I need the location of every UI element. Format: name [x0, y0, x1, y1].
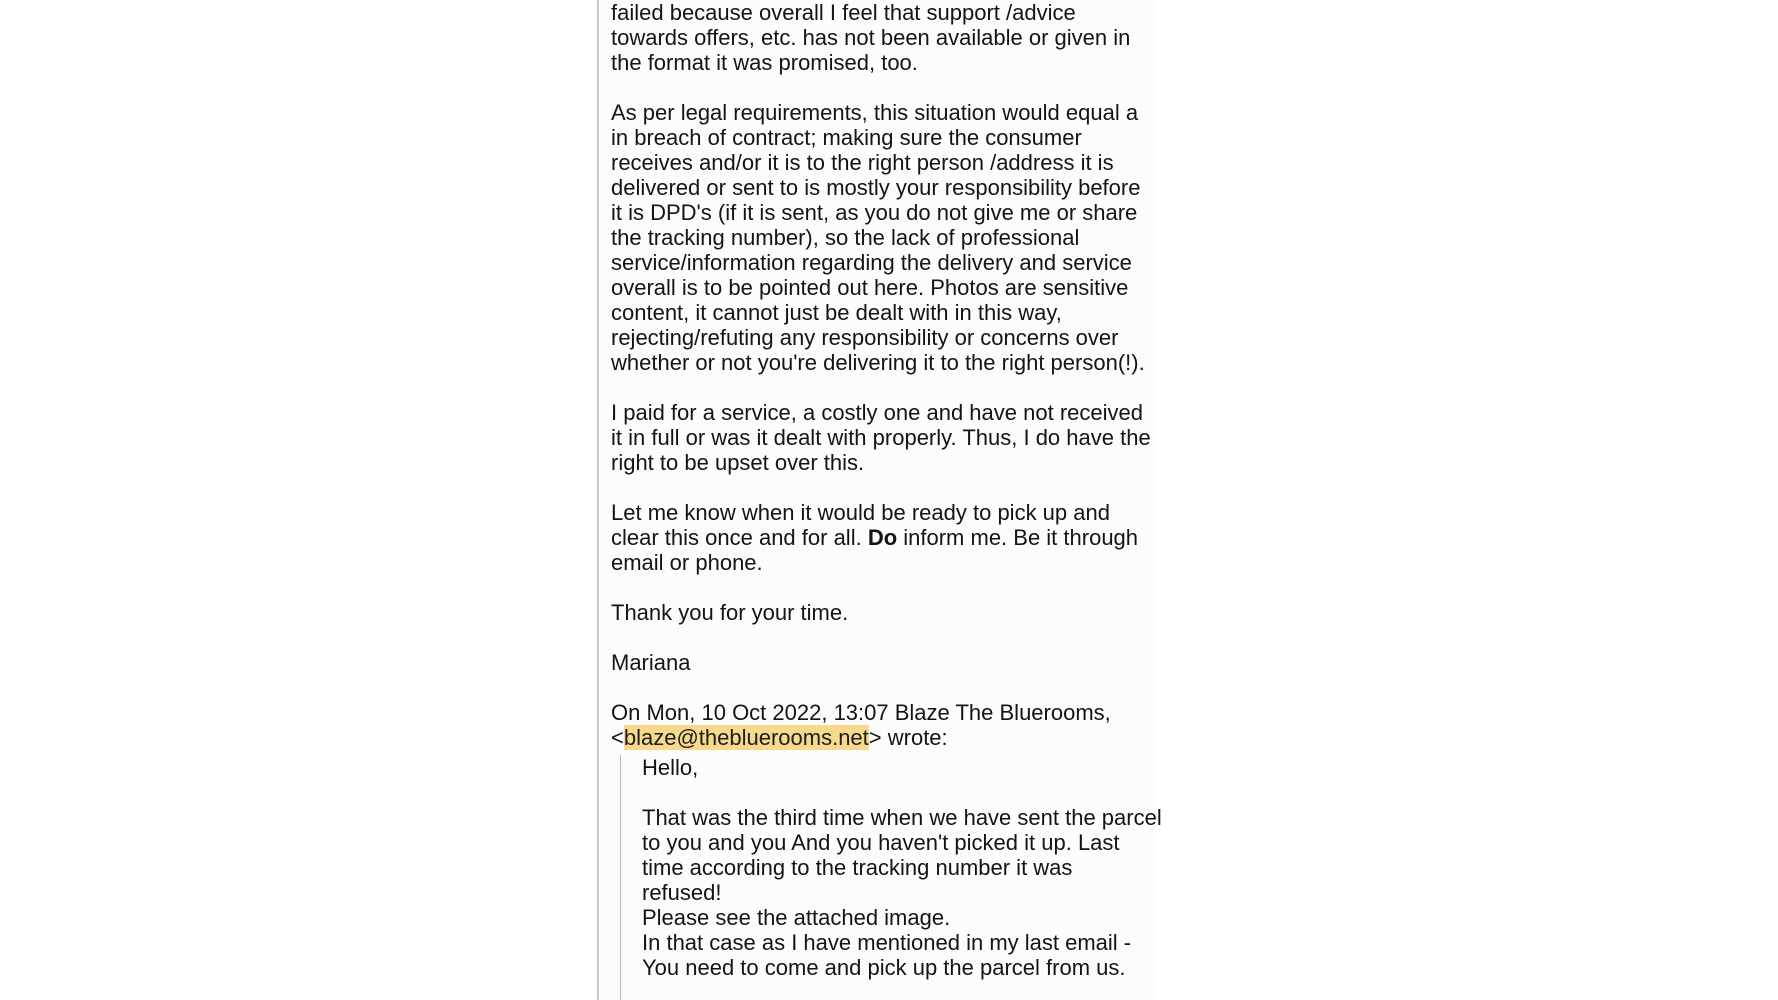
reply-header: [611, 700, 1151, 750]
quoted-message: [642, 755, 1182, 1000]
pickup-text-end: inform me. Be it through email or phone.: [611, 525, 1139, 575]
email-thanks: Thank you for your time.: [611, 600, 849, 625]
reply-header-line: On Mon, 10 Oct 2022, 13:07 Blaze The Bluerooms,: [611, 700, 1111, 725]
quoted-greeting: Hello,: [642, 755, 699, 780]
email-paragraph-paid-service: I paid for a service, a costly one and have not received it in full or was it dealt with properly. Thus, I do have the right to be upset over this.: [611, 400, 1151, 475]
reply-open-bracket: <: [611, 725, 624, 750]
email-signature: Mariana: [611, 650, 691, 675]
email-paragraph-legal: As per legal requirements, this situation would equal a in breach of contract; making sure the consumer receives and/or it is to the right person /address it is delivered or sent to is mostly your responsibility before it is DPD's (if it is sent, as you do not give me or share the tracking number), so the lack of professional service/information regarding the delivery and service overall is to be pointed out here. Photos are sensitive content, it cannot just be dealt with in this way, rejecting/refuting any responsibility or concerns over whether or not you're delivering it to the right person(!).: [611, 100, 1145, 375]
email-message-pane: [597, 0, 1162, 1000]
quoted-message-bar: [620, 755, 1162, 1000]
quoted-body: That was the third time when we have sent the parcel to you and you And you haven't picked it up. Last time according to the tracking number it was refused! Please see the attached image. In that case as I have mentioned in my last email - You need to come and pick up the parcel from us.: [642, 805, 1162, 980]
pickup-text-start: Let me know when it would be ready to pick up and clear this once and for all.: [611, 500, 1110, 550]
pickup-bold-do: Do: [867, 525, 898, 550]
email-body: [611, 0, 1151, 750]
sender-email-link[interactable]: blaze@thebluerooms.net: [623, 725, 869, 750]
email-paragraph-offers: failed because overall I feel that support /advice towards offers, etc. has not been available or given in the format it was promised, too.: [611, 0, 1131, 75]
reply-wrote: > wrote:: [868, 725, 948, 750]
email-paragraph-pickup: [611, 500, 1151, 575]
